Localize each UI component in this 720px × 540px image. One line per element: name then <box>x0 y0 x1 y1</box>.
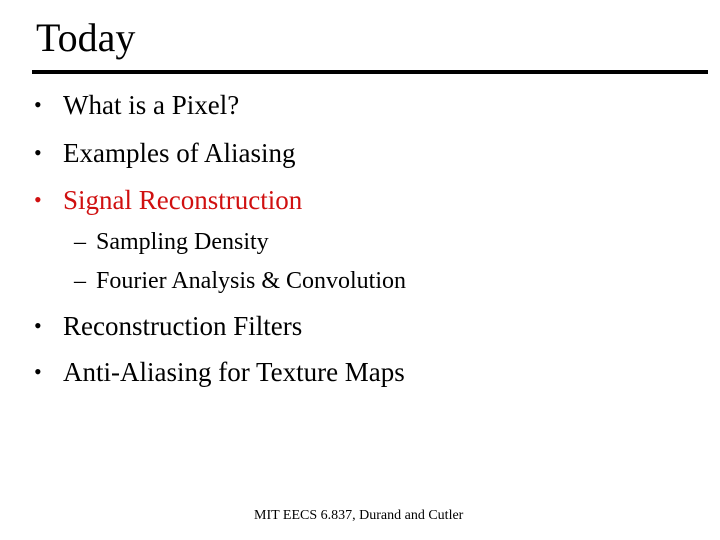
bullet-text: Examples of Aliasing <box>63 138 296 168</box>
sub-bullet-text: Sampling Density <box>96 229 269 255</box>
bullet-text: Signal Reconstruction <box>63 185 303 215</box>
bullet-text: Reconstruction Filters <box>63 311 303 341</box>
bullet-item <box>34 355 405 389</box>
bullet-item <box>34 88 239 122</box>
bullet-text: Anti-Aliasing for Texture Maps <box>63 357 405 387</box>
title-underline <box>32 70 708 74</box>
bullet-dot: • <box>34 187 42 212</box>
sub-bullet-text: Fourier Analysis & Convolution <box>96 268 407 294</box>
bullet-item <box>34 309 302 343</box>
sub-bullet-dash: – <box>74 268 86 294</box>
sub-bullet-dash: – <box>74 229 86 255</box>
bullet-item-highlighted <box>34 183 302 217</box>
bullet-text: What is a Pixel? <box>63 90 240 120</box>
slide-footer: MIT EECS 6.837, Durand and Cutler <box>254 508 464 523</box>
bullet-item <box>34 136 295 170</box>
bullet-dot: • <box>34 313 42 338</box>
slide-title: Today <box>36 15 136 60</box>
bullet-dot: • <box>34 359 42 384</box>
bullet-dot: • <box>34 140 42 165</box>
bullet-dot: • <box>34 92 42 117</box>
sub-bullet-item <box>74 266 406 296</box>
sub-bullet-item <box>74 227 269 257</box>
